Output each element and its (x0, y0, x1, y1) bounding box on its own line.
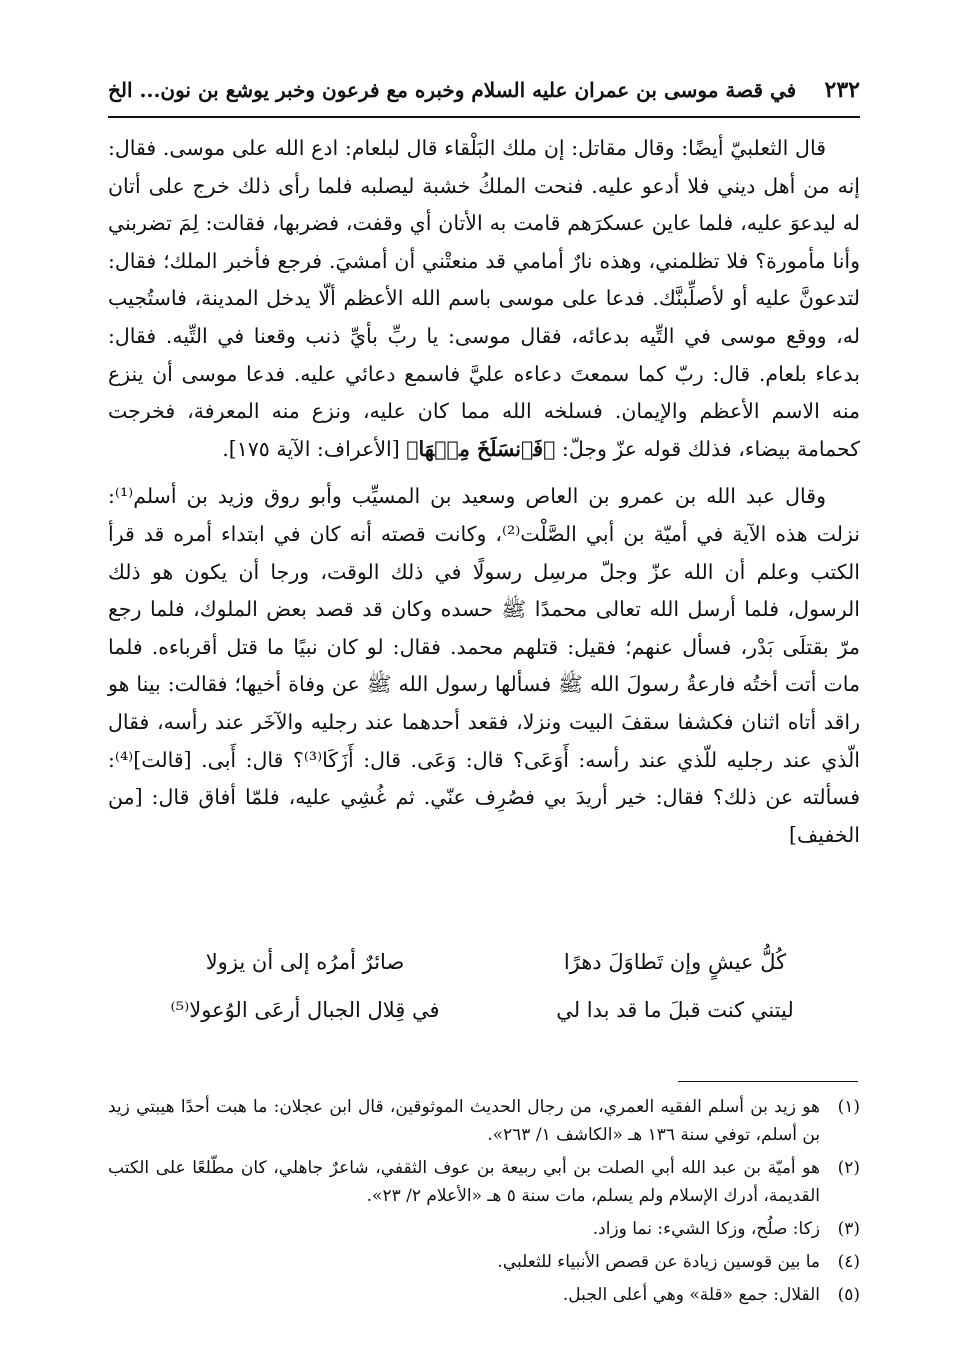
poem-second-hemistich: صائرٌ أمرُه إلى أن يزولا (205, 950, 405, 974)
footnote (108, 1215, 860, 1243)
footnote-text: زكا: صلُح، وزكا الشيء: نما وزاد. (592, 1219, 820, 1239)
paragraph-text: وقال عبد الله بن عمرو بن العاص وسعيد بن المسيِّب وأبو روق وزيد بن أسلم⁽¹⁾: نزلت هذه الآية في أميّة بن أبي الصَّلْت⁽²⁾، وكانت قصته أنه كان في ابتداء أمره قد قرأ الكتب وعلم أن الله عزّ وجلّ مرسِل رسولًا في ذلك الوقت، ورجا أن يكون هو ذلك الرسول، فلما أرسل الله تعالى محمدًا ﷺ حسده وكان قد قصد بعض الملوك، فلما رجع مرّ بقتلَى بَدْر، فسأل عنهم؛ فقيل: قتلهم محمد. فقال: لو كان نبيًا ما قتل أقرباءه. فلما مات أتت أختُه فارعةُ رسولَ الله ﷺ فسألها رسول الله ﷺ عن وفاة أخيها؛ فقالت: بينا هو راقد أتاه اثنان فكشفا سقفَ البيت ونزلا، فقعد أحدهما عند رجليه والآخَر عند رأسه، فقال الّذي عند رجليه للّذي عند رأسه: أَوَعَى؟ قال: وَعَى. قال: أَزَكَا⁽³⁾؟ قال: أَبى. [قالت]⁽⁴⁾: فسألته عن ذلك؟ فقال: خير أريدَ بي فصُرِف عنّي. ثم غُشِي عليه، فلمّا أفاق قال: [من الخفيف] (108, 484, 861, 847)
poem-first-hemistich: كُلُّ عيشٍ وإن تَطاوَلَ دهرًا (563, 950, 787, 974)
footnote-number: (٢) (837, 1158, 860, 1178)
footnote-text: هو أميّة بن عبد الله أبي الصلت بن أبي ربيعة بن عوف الثقفي، شاعرٌ جاهلي، كان مطّلعًا على الكتب القديمة، أدرك الإسلام ولم يسلم، مات سنة ٥ هـ «الأعلام ٢/ ٢٣». (108, 1158, 820, 1206)
running-header (108, 70, 860, 110)
poem-verse (150, 938, 830, 986)
footnote-text: القلال: جمع «قلة» وهي أعلى الجبل. (562, 1285, 820, 1305)
poem (150, 938, 830, 1034)
footnote-number: (٥) (837, 1285, 860, 1305)
poem-second-hemistich: في قِلال الجبال أرعَى الوُعولا⁽⁵⁾ (170, 998, 440, 1022)
footnote (108, 1093, 860, 1149)
paragraph (108, 478, 860, 854)
footnote-text: ما بين قوسين زيادة عن قصص الأنبياء للثعلبي. (497, 1252, 820, 1272)
footnote-number: (١) (837, 1097, 860, 1117)
footnote-text: هو زيد بن أسلم الفقيه العمري، من رجال الحديث الموثوقين، قال ابن عجلان: ما هبت أحدًا هيبتي زيد بن أسلم، توفي سنة ١٣٦ هـ «الكاشف ١/ ٢٦٣». (108, 1097, 820, 1145)
poem-first-hemistich: ليتني كنت قبلَ ما قد بدا لي (556, 998, 794, 1022)
footnote (108, 1281, 860, 1309)
poem-verse (150, 986, 830, 1034)
running-title: في قصة موسى بن عمران عليه السلام وخبره مع فرعون وخبر يوشع بن نون... الخ (108, 78, 797, 102)
footnote (108, 1154, 860, 1210)
main-text (108, 130, 860, 854)
footnotes (108, 1093, 860, 1309)
footnote-divider (678, 1081, 858, 1082)
footnote-number: (٣) (837, 1219, 860, 1239)
paragraph-text: قال الثعلبيّ أيضًا: وقال مقاتل: إن ملك البَلْقاء قال لبلعام: ادع الله على موسى. فقال: إنه من أهل ديني فلا أدعو عليه. فنحت الملكُ خشبة ليصلبه فلما رأى ذلك خرج على أتان له ليدعوَ عليه، فلما عاين عسكرَهم قامت به الأتان أي وقفت، فضربها، فقالت: لِمَ تضربني وأنا مأمورة؟ فلا تظلمني، وهذه نارٌ أمامي قد منعتْني أن أمشيَ. فرجع فأخبر الملك؛ فقال: لتدعونَّ عليه أو لأصلِّبنَّك. فدعا على موسى باسم الله الأعظم ألّا يدخل المدينة، فاستُجيب له، ووقع موسى في التِّيه بدعائه، فقال موسى: يا ربِّ بأيِّ ذنب وقعنا في التِّيه. فقال: بدعاء بلعام. قال: ربّ كما سمعتَ دعاءه عليَّ فاسمع دعائي عليه. فدعا موسى أن ينزع منه الاسم الأعظم والإيمان. فسلخه الله مما كان عليه، ونزع منه المعرفة، فخرجت كحمامة بيضاء، فذلك قوله عزّ وجلّ: (108, 136, 860, 461)
verse-reference: [الأعراف: الآية ١٧٥]. (222, 436, 400, 461)
header-divider (108, 116, 860, 118)
quran-verse: ﴿فَٱنسَلَخَ مِنۡهَا﴾ (406, 436, 556, 461)
paragraph (108, 130, 860, 468)
page-number: ٢٣٢ (824, 77, 860, 103)
footnote (108, 1248, 860, 1276)
footnote-number: (٤) (837, 1252, 860, 1272)
